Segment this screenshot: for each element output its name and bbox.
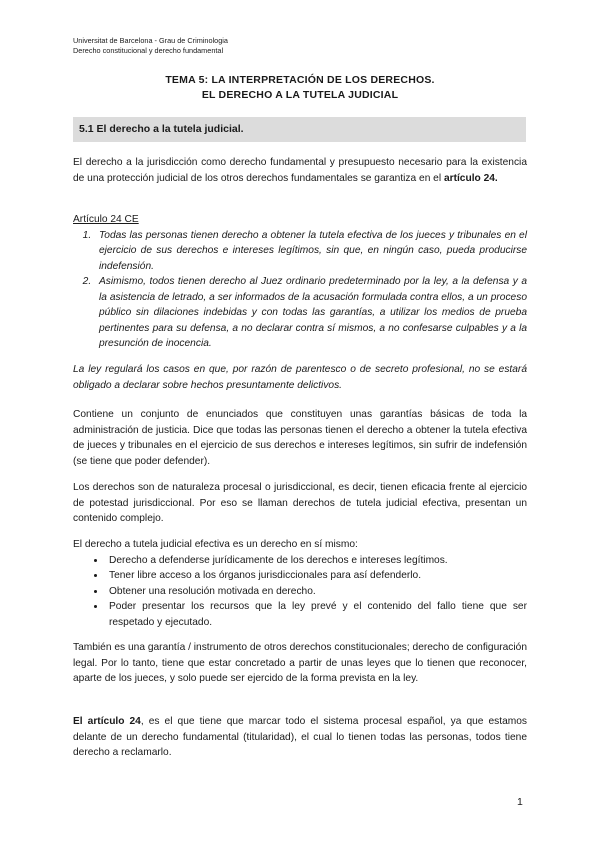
- rights-list-item: • Poder presentar los recursos que la ley prevé y el contenido del fallo tiene que ser respetado y ejecutado.: [106, 599, 527, 630]
- paragraph-5-bold: El artículo 24: [73, 716, 141, 727]
- rights-list: [73, 553, 527, 631]
- document-title: [0, 73, 600, 103]
- rights-list-item: • Obtener una resolución motivada en derecho.: [106, 584, 527, 600]
- page-number: 1: [517, 796, 523, 808]
- intro-paragraph: [73, 155, 527, 186]
- title-line-1: TEMA 5: LA INTERPRETACIÓN DE LOS DERECHOS.: [165, 74, 435, 86]
- paragraph-1: Contiene un conjunto de enunciados que constituyen unas garantías básicas de toda la administración de justicia. Dice que todas las personas tienen el derecho a obtener la tutela efectiva de jueces y tribunales en el ejercicio de sus derechos e intereses legítimos, sin sufrir de indefensión (se tiene que poder defender).: [73, 409, 527, 467]
- intro-text: El derecho a la jurisdicción como derecho fundamental y presupuesto necesario para la existencia de una protección judicial de los otros derechos fundamentales se garantiza en el: [73, 157, 527, 184]
- paragraph-5: [73, 714, 527, 761]
- article-block: [73, 212, 527, 352]
- page-header: [73, 36, 228, 56]
- paragraph-3: [73, 537, 527, 630]
- article-item: 2. Asimismo, todos tienen derecho al Juez ordinario predeterminado por la ley, a la defensa y a la asistencia de letrado, a ser informados de la acusación formulada contra ellos, a un proceso público sin dilaciones indebidas y con todas las garantías, a utilizar los medios de prueba pertinentes para su defensa, a no declarar contra sí mismos, a no confesarse culpables y a la presunción de inocencia.: [94, 274, 527, 352]
- article-list: [73, 228, 527, 352]
- paragraph-4: También es una garantía / instrumento de otros derechos constitucionales; derecho de configuración legal. Por lo tanto, tiene que estar concretado a partir de unas leyes que lo tienen que reconocer, aparte de los jueces, y solo puede ser ejercido de la forma prevista en la ley.: [73, 642, 527, 684]
- paragraph-2: Los derechos son de naturaleza procesal o jurisdiccional, es decir, tienen eficacia frente al ejercicio de potestad jurisdiccional. Por eso se llaman derechos de tutela judicial efectiva, presentan un contenido complejo.: [73, 482, 527, 524]
- article-closing: La ley regulará los casos en que, por razón de parentesco o de secreto profesional, no se estará obligado a declarar sobre hechos presuntamente delictivos.: [73, 364, 527, 391]
- section-heading: 5.1 El derecho a la tutela judicial.: [79, 123, 244, 135]
- header-line-2: Derecho constitucional y derecho fundamental: [73, 46, 224, 55]
- rights-list-item: • Derecho a defenderse jurídicamente de los derechos e intereses legítimos.: [106, 553, 527, 569]
- title-line-2: EL DERECHO A LA TUTELA JUDICIAL: [201, 89, 399, 101]
- article-item: 1. Todas las personas tienen derecho a obtener la tutela efectiva de los jueces y tribunales en el ejercicio de sus derechos e intereses legítimos, sin que, en ningún caso, pueda producirse indefensión.: [94, 228, 527, 275]
- article-label: Artículo 24 CE: [73, 214, 139, 225]
- intro-bold: artículo 24.: [443, 172, 498, 184]
- paragraph-5-text: , es el que tiene que marcar todo el sistema procesal español, ya que estamos delante de un derecho fundamental (titularidad), el cual lo tienen todas las personas, todos tiene derecho a reclamarlo.: [73, 716, 527, 758]
- rights-list-item: • Tener libre acceso a los órganos jurisdiccionales para así defenderlo.: [106, 568, 527, 584]
- rights-intro: El derecho a tutela judicial efectiva es un derecho en sí mismo:: [73, 539, 358, 550]
- section-heading-bar: [73, 117, 526, 142]
- header-line-1: Universitat de Barcelona - Grau de Criminologia: [73, 36, 228, 45]
